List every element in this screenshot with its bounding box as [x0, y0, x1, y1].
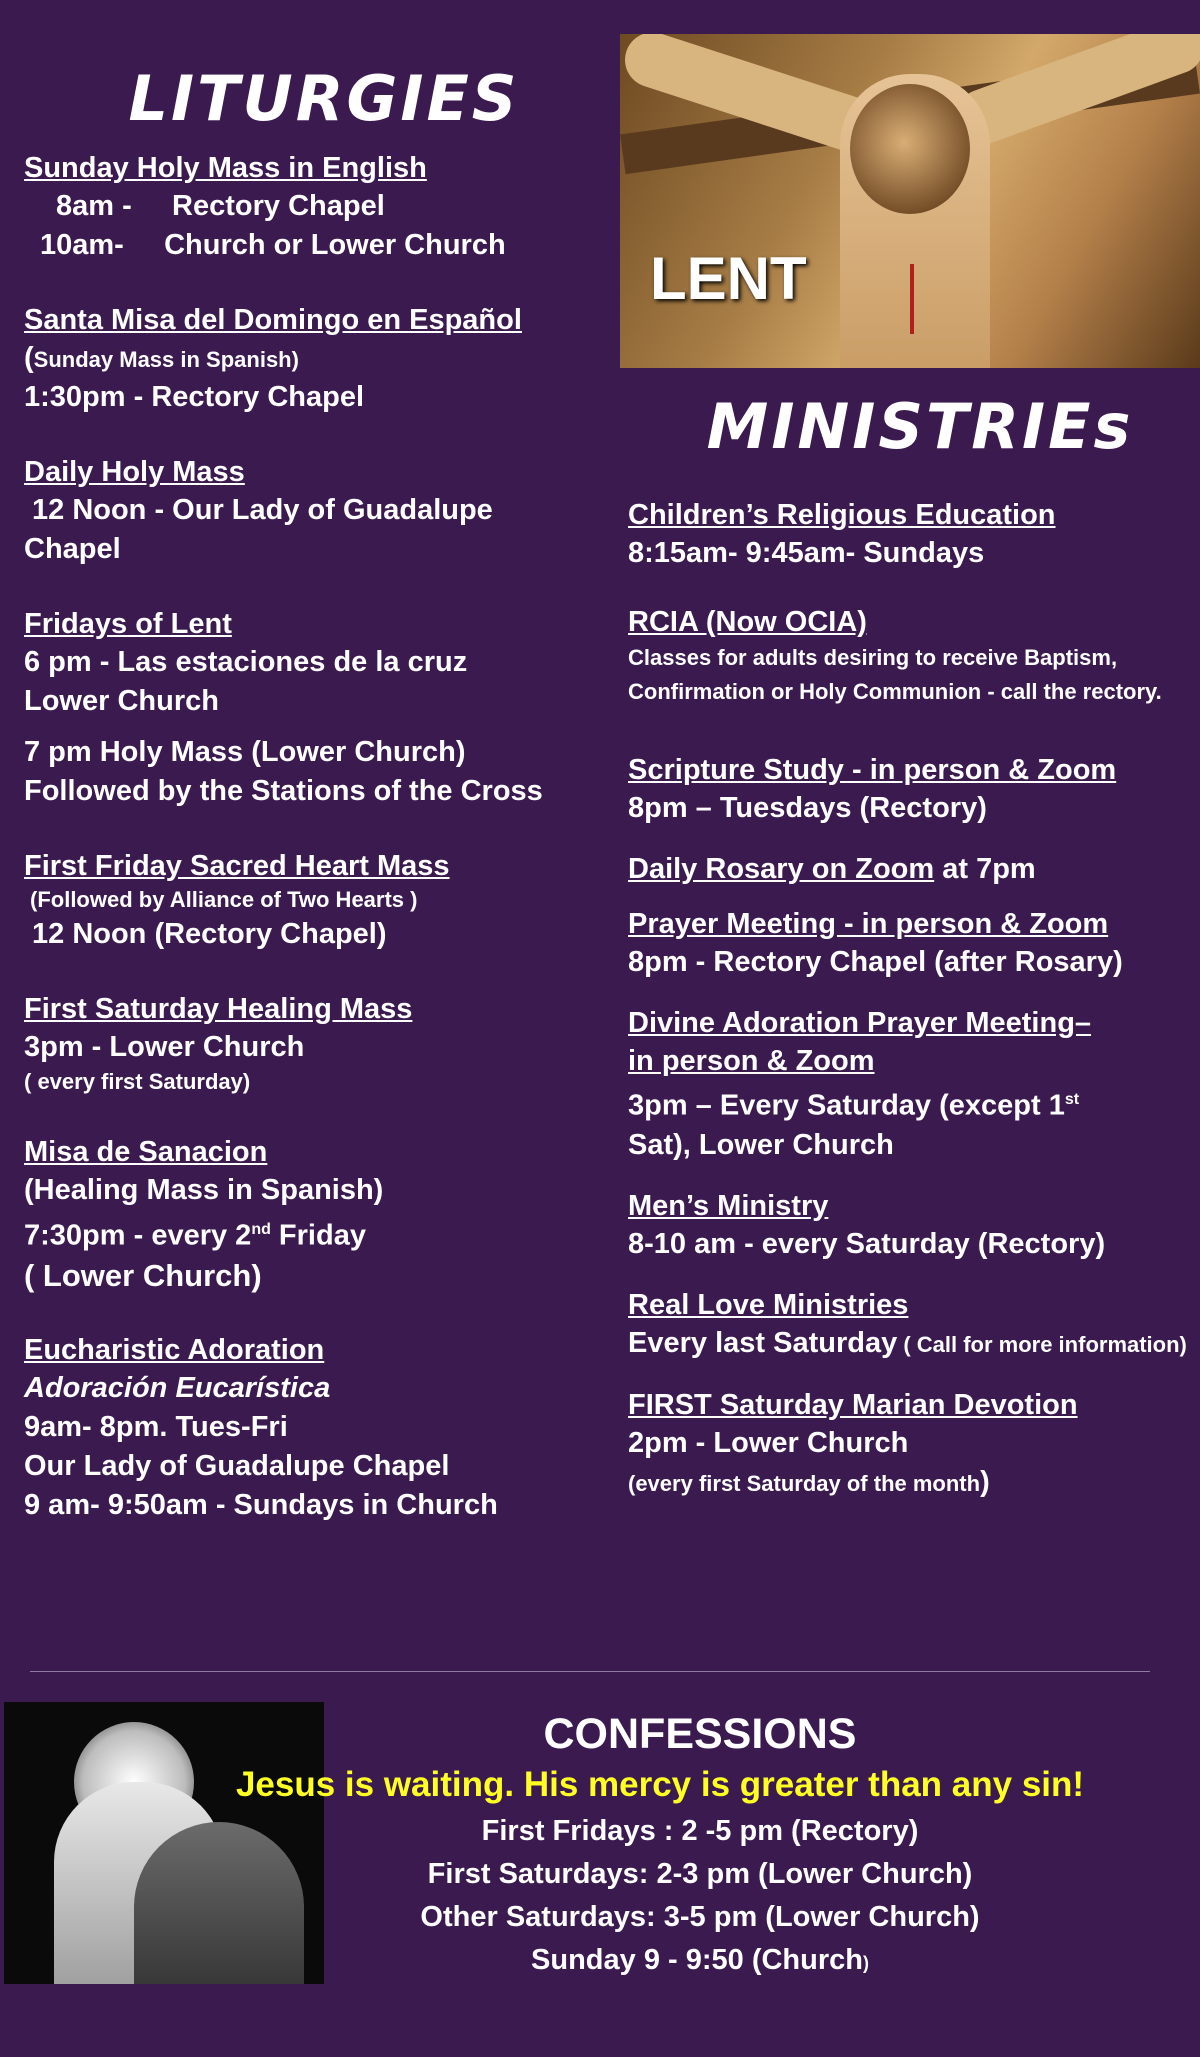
- first-saturday-line1: 3pm - Lower Church: [24, 1031, 305, 1063]
- mercy-image: [4, 1702, 324, 1984]
- ministries-list: [628, 496, 1188, 1532]
- ministry-scripture: [628, 751, 1188, 828]
- reallove-line1: Every last Saturday: [628, 1326, 898, 1359]
- figure-head: [850, 84, 970, 214]
- sunday-spanish-line1: 1:30pm - Rectory Chapel: [24, 381, 365, 413]
- prayer-line1: 8pm - Rectory Chapel (after Rosary): [628, 946, 1123, 978]
- divine-line2: Sat), Lower Church: [628, 1128, 894, 1161]
- adoration-heading: Eucharistic Adoration: [24, 1333, 325, 1366]
- sunday-spanish-heading: Santa Misa del Domingo en Español: [24, 304, 522, 336]
- rcia-heading: RCIA (Now OCIA): [628, 606, 867, 638]
- sunday-spanish-sub: Sunday Mass in Spanish): [33, 347, 299, 372]
- rosary-tail: at 7pm: [934, 853, 1036, 885]
- first-saturday-block: [24, 990, 624, 1097]
- adoration-block: [24, 1331, 624, 1525]
- ministry-mens: [628, 1187, 1188, 1264]
- first-friday-line1: 12 Noon (Rectory Chapel): [32, 918, 387, 950]
- lent-label: LENT: [650, 245, 807, 312]
- first-saturday-heading: First Saturday Healing Mass: [24, 993, 413, 1025]
- fridays-lent-heading: Fridays of Lent: [24, 608, 232, 640]
- reallove-heading: Real Love Ministries: [628, 1288, 909, 1321]
- daily-mass-block: [24, 453, 624, 569]
- daily-mass-line2: Chapel: [24, 533, 121, 565]
- misa-sanacion-block: [24, 1133, 624, 1295]
- divine-heading2: in person & Zoom: [628, 1045, 875, 1077]
- scripture-heading: Scripture Study - in person & Zoom: [628, 754, 1117, 786]
- sunday-spanish-block: [24, 301, 624, 417]
- divine-heading1: Divine Adoration Prayer Meeting–: [628, 1007, 1092, 1039]
- adoration-line3: 9 am- 9:50am - Sundays in Church: [24, 1488, 498, 1521]
- confession-line-4-close: ): [862, 1953, 869, 1973]
- rosary-heading: Daily Rosary on Zoom: [628, 853, 935, 885]
- fridays-lent-line4: Followed by the Stations of the Cross: [24, 775, 543, 807]
- ministry-rcia: [628, 603, 1188, 709]
- mens-line1: 8-10 am - every Saturday (Rectory): [628, 1227, 1106, 1260]
- sunday-english-line1: 8am - Rectory Chapel: [56, 190, 385, 222]
- childrens-heading: Children’s Religious Education: [628, 499, 1056, 531]
- sunday-english-heading: Sunday Holy Mass in English: [24, 152, 427, 184]
- prayer-heading: Prayer Meeting - in person & Zoom: [628, 908, 1109, 940]
- blood-stream: [910, 264, 914, 334]
- misa-sanacion-line2: [24, 1210, 624, 1256]
- fridays-lent-line1: 6 pm - Las estaciones de la cruz: [24, 646, 468, 678]
- marian-close: ): [980, 1465, 990, 1498]
- ministry-marian: [628, 1386, 1188, 1502]
- confession-line-1: First Fridays : 2 -5 pm (Rectory): [481, 1815, 919, 1847]
- first-saturday-sub: ( every first Saturday): [24, 1069, 251, 1094]
- mens-heading: Men’s Ministry: [628, 1189, 829, 1222]
- section-divider: [30, 1671, 1150, 1672]
- fridays-lent-line2: Lower Church: [24, 685, 219, 717]
- marian-heading: FIRST Saturday Marian Devotion: [628, 1388, 1078, 1421]
- ministry-divine: [628, 1004, 1188, 1165]
- fridays-lent-line3: 7 pm Holy Mass (Lower Church): [24, 736, 466, 768]
- misa-sanacion-line2b: Friday: [270, 1219, 366, 1252]
- childrens-line1: 8:15am- 9:45am- Sundays: [628, 537, 985, 569]
- first-friday-block: [24, 847, 624, 954]
- confessions-tagline: Jesus is waiting. His mercy is greater than any sin!: [235, 1765, 1085, 1804]
- adoration-italic: Adoración Eucarística: [24, 1371, 331, 1404]
- ministries-title-wrap: [640, 390, 1200, 463]
- confession-line-4-text: Sunday 9 - 9:50 (Church: [531, 1944, 863, 1976]
- misa-sanacion-line1: (Healing Mass in Spanish): [24, 1174, 384, 1206]
- rcia-sub: Classes for adults desiring to receive Baptism, Confirmation or Holy Communion - call the rectory.: [628, 645, 1162, 704]
- ministry-childrens: [628, 496, 1188, 573]
- ministry-reallove: [628, 1286, 1188, 1364]
- ministries-title: MINISTRIEs: [706, 390, 1134, 463]
- confessions-section: [235, 1708, 1100, 1985]
- misa-sanacion-line3: ( Lower Church): [24, 1257, 262, 1293]
- adoration-line2: Our Lady of Guadalupe Chapel: [24, 1449, 450, 1482]
- first-friday-heading: First Friday Sacred Heart Mass: [24, 850, 450, 882]
- divine-line1a: 3pm – Every Saturday (except 1: [628, 1089, 1065, 1122]
- marian-line1: 2pm - Lower Church: [628, 1426, 909, 1459]
- reallove-small: ( Call for more information): [897, 1331, 1187, 1357]
- ministry-rosary: [628, 850, 1188, 889]
- liturgies-title: LITURGIES: [128, 62, 520, 135]
- ministry-prayer: [628, 905, 1188, 982]
- misa-sanacion-line2-sup: nd: [251, 1221, 271, 1238]
- crucifix-image: [620, 34, 1200, 368]
- marian-sub: (every first Saturday of the month: [628, 1470, 981, 1496]
- figure-penitent: [134, 1822, 304, 1984]
- misa-sanacion-heading: Misa de Sanacion: [24, 1136, 268, 1168]
- sunday-spanish-paren: (: [24, 342, 34, 374]
- sunday-english-line2: 10am- Church or Lower Church: [40, 229, 506, 261]
- adoration-line1: 9am- 8pm. Tues-Fri: [24, 1410, 288, 1443]
- daily-mass-line1: 12 Noon - Our Lady of Guadalupe: [32, 494, 493, 526]
- confessions-title: CONFESSIONS: [543, 1710, 857, 1758]
- first-friday-sub: (Followed by Alliance of Two Hearts ): [30, 887, 418, 912]
- liturgies-column: [24, 62, 624, 1561]
- confession-line-3: Other Saturdays: 3-5 pm (Lower Church): [420, 1901, 980, 1933]
- divine-line1: [628, 1080, 1188, 1126]
- fridays-lent-block: [24, 605, 624, 811]
- scripture-line1: 8pm – Tuesdays (Rectory): [628, 792, 987, 824]
- confession-line-2: First Saturdays: 2-3 pm (Lower Church): [427, 1858, 973, 1890]
- misa-sanacion-line2a: 7:30pm - every 2: [24, 1219, 252, 1252]
- sunday-english-block: [24, 149, 624, 265]
- confession-line-4: [300, 1939, 1100, 1985]
- daily-mass-heading: Daily Holy Mass: [24, 456, 245, 488]
- divine-line1-sup: st: [1064, 1091, 1080, 1108]
